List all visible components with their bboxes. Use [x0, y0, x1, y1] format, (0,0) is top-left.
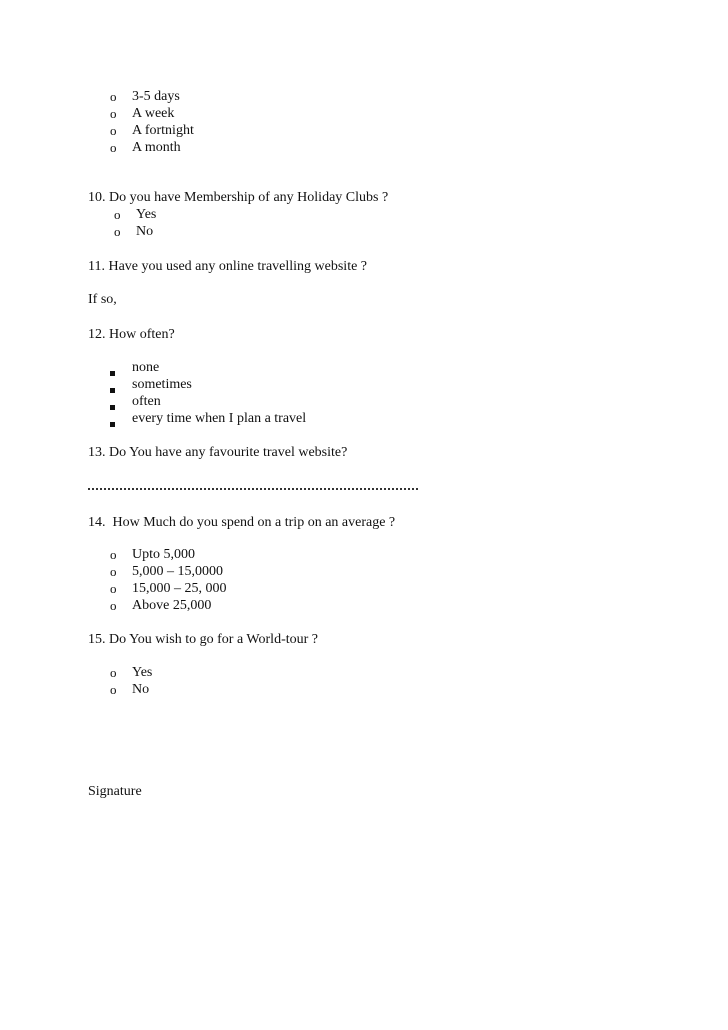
q12-option-3: often	[132, 394, 161, 409]
circle-bullet-icon: o	[110, 665, 117, 680]
q10-option-yes: Yes	[136, 207, 157, 222]
square-bullet-icon	[110, 398, 115, 415]
circle-bullet-icon: o	[110, 598, 117, 613]
q14-option-3: 15,000 – 25, 000	[132, 581, 227, 596]
circle-bullet-icon: o	[114, 224, 121, 239]
signature-label: Signature	[88, 784, 142, 799]
circle-bullet-icon: o	[110, 547, 117, 562]
q15-option-no: No	[132, 682, 150, 697]
q9-option-1: 3-5 days	[132, 89, 180, 104]
q12-option-1: none	[132, 360, 160, 375]
q14-option-4: Above 25,000	[132, 598, 212, 613]
circle-bullet-icon: o	[110, 581, 117, 596]
q12-question: 12. How often?	[88, 327, 175, 342]
square-bullet-icon	[110, 381, 115, 398]
q13-question: 13. Do You have any favourite travel website?	[88, 445, 348, 460]
answer-dotted-line	[88, 484, 418, 490]
q14-option-1: Upto 5,000	[132, 547, 195, 562]
circle-bullet-icon: o	[110, 564, 117, 579]
q9-option-3: A fortnight	[132, 123, 194, 138]
square-bullet-icon	[110, 364, 115, 381]
circle-bullet-icon: o	[110, 140, 117, 155]
square-bullet-icon	[110, 415, 115, 432]
q14-option-2: 5,000 – 15,0000	[132, 564, 223, 579]
circle-bullet-icon: o	[114, 207, 121, 222]
q10-option-no: No	[136, 224, 154, 239]
if-so-text: If so,	[88, 292, 117, 307]
q11-question: 11. Have you used any online travelling website ?	[88, 259, 368, 274]
q9-option-2: A week	[132, 106, 175, 121]
circle-bullet-icon: o	[110, 123, 117, 138]
q15-option-yes: Yes	[132, 665, 153, 680]
q10-question: 10. Do you have Membership of any Holiday Clubs ?	[88, 190, 389, 205]
circle-bullet-icon: o	[110, 89, 117, 104]
circle-bullet-icon: o	[110, 106, 117, 121]
q15-question: 15. Do You wish to go for a World-tour ?	[88, 632, 318, 647]
q12-option-2: sometimes	[132, 377, 192, 392]
circle-bullet-icon: o	[110, 682, 117, 697]
q9-option-4: A month	[132, 140, 181, 155]
q12-option-4: every time when I plan a travel	[132, 411, 307, 426]
q14-question: 14. How Much do you spend on a trip on an average ?	[88, 515, 396, 530]
